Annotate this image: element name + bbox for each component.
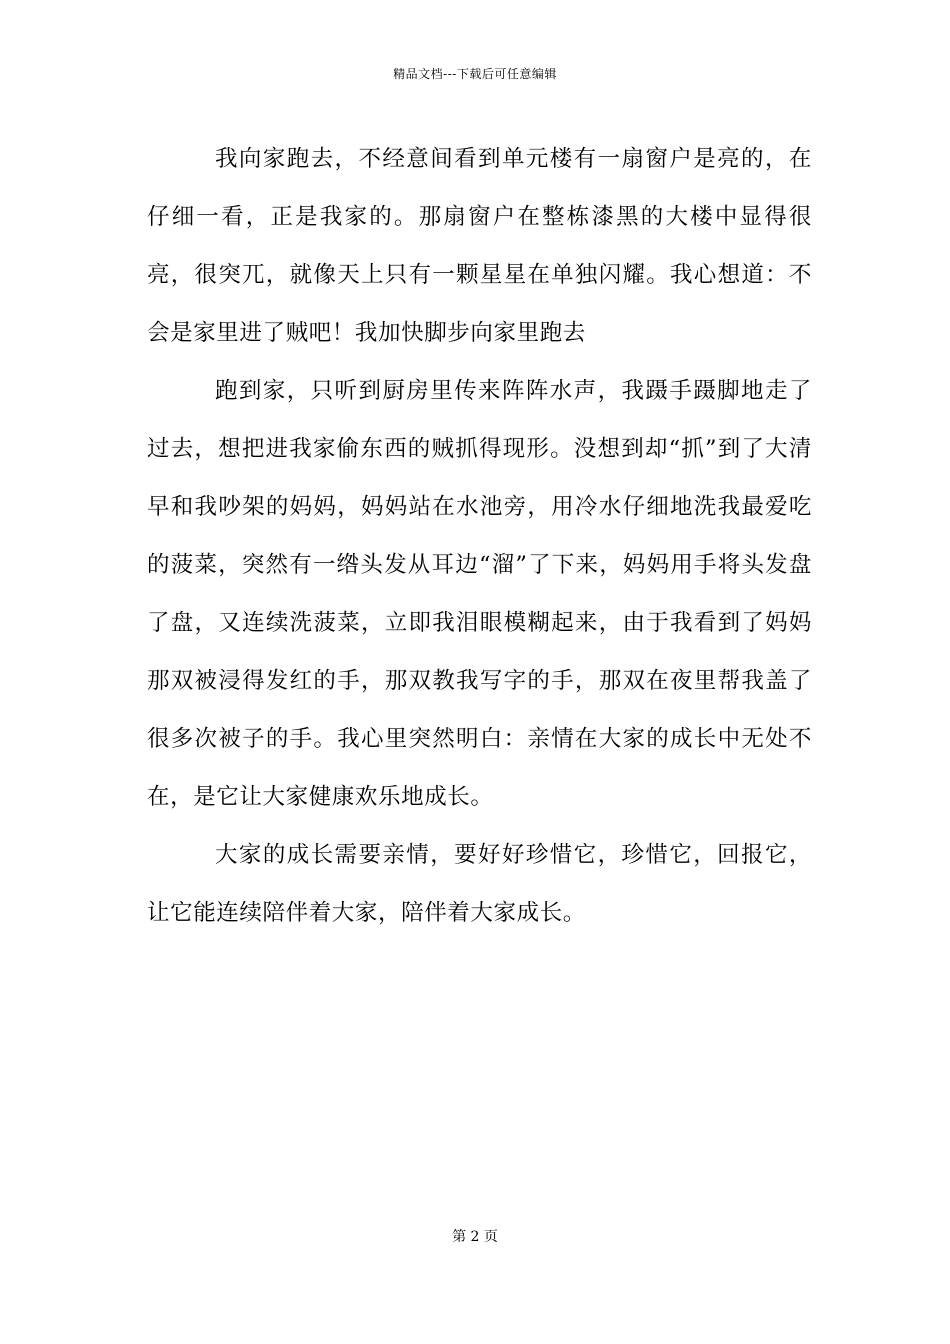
paragraph-1: 我向家跑去，不经意间看到单元楼有一扇窗户是亮的，在仔细一看，正是我家的。那扇窗户在整栋漆黑的大楼中显得很亮，很突兀，就像天上只有一颗星星在单独闪耀。我心想道：不会是家里进了贼吧！我加快脚步向家里跑去 xyxy=(147,146,812,346)
paragraph-3: 大家的成长需要亲情，要好好珍惜它，珍惜它，回报它，让它能连续陪伴着大家，陪伴着大家成长。 xyxy=(147,842,812,926)
paragraph-2: 跑到家，只听到厨房里传来阵阵水声，我蹑手蹑脚地走了过去，想把进我家偷东西的贼抓得现形。没想到却“抓”到了大清早和我吵架的妈妈，妈妈站在水池旁，用冷水仔细地洗我最爱吃的菠菜，突然有一绺头发从耳边“溜”了下来，妈妈用手将头发盘了盘，又连续洗菠菜，立即我泪眼模糊起来，由于我看到了妈妈那双被浸得发红的手，那双教我写字的手，那双在夜里帮我盖了很多次被子的手。我心里突然明白：亲情在大家的成长中无处不在，是它让大家健康欢乐地成长。 xyxy=(147,378,812,810)
page-number: 第 2 页 xyxy=(452,1229,498,1245)
page-header: 精品文档---下载后可任意编辑 xyxy=(393,67,557,81)
document-body xyxy=(147,130,812,942)
